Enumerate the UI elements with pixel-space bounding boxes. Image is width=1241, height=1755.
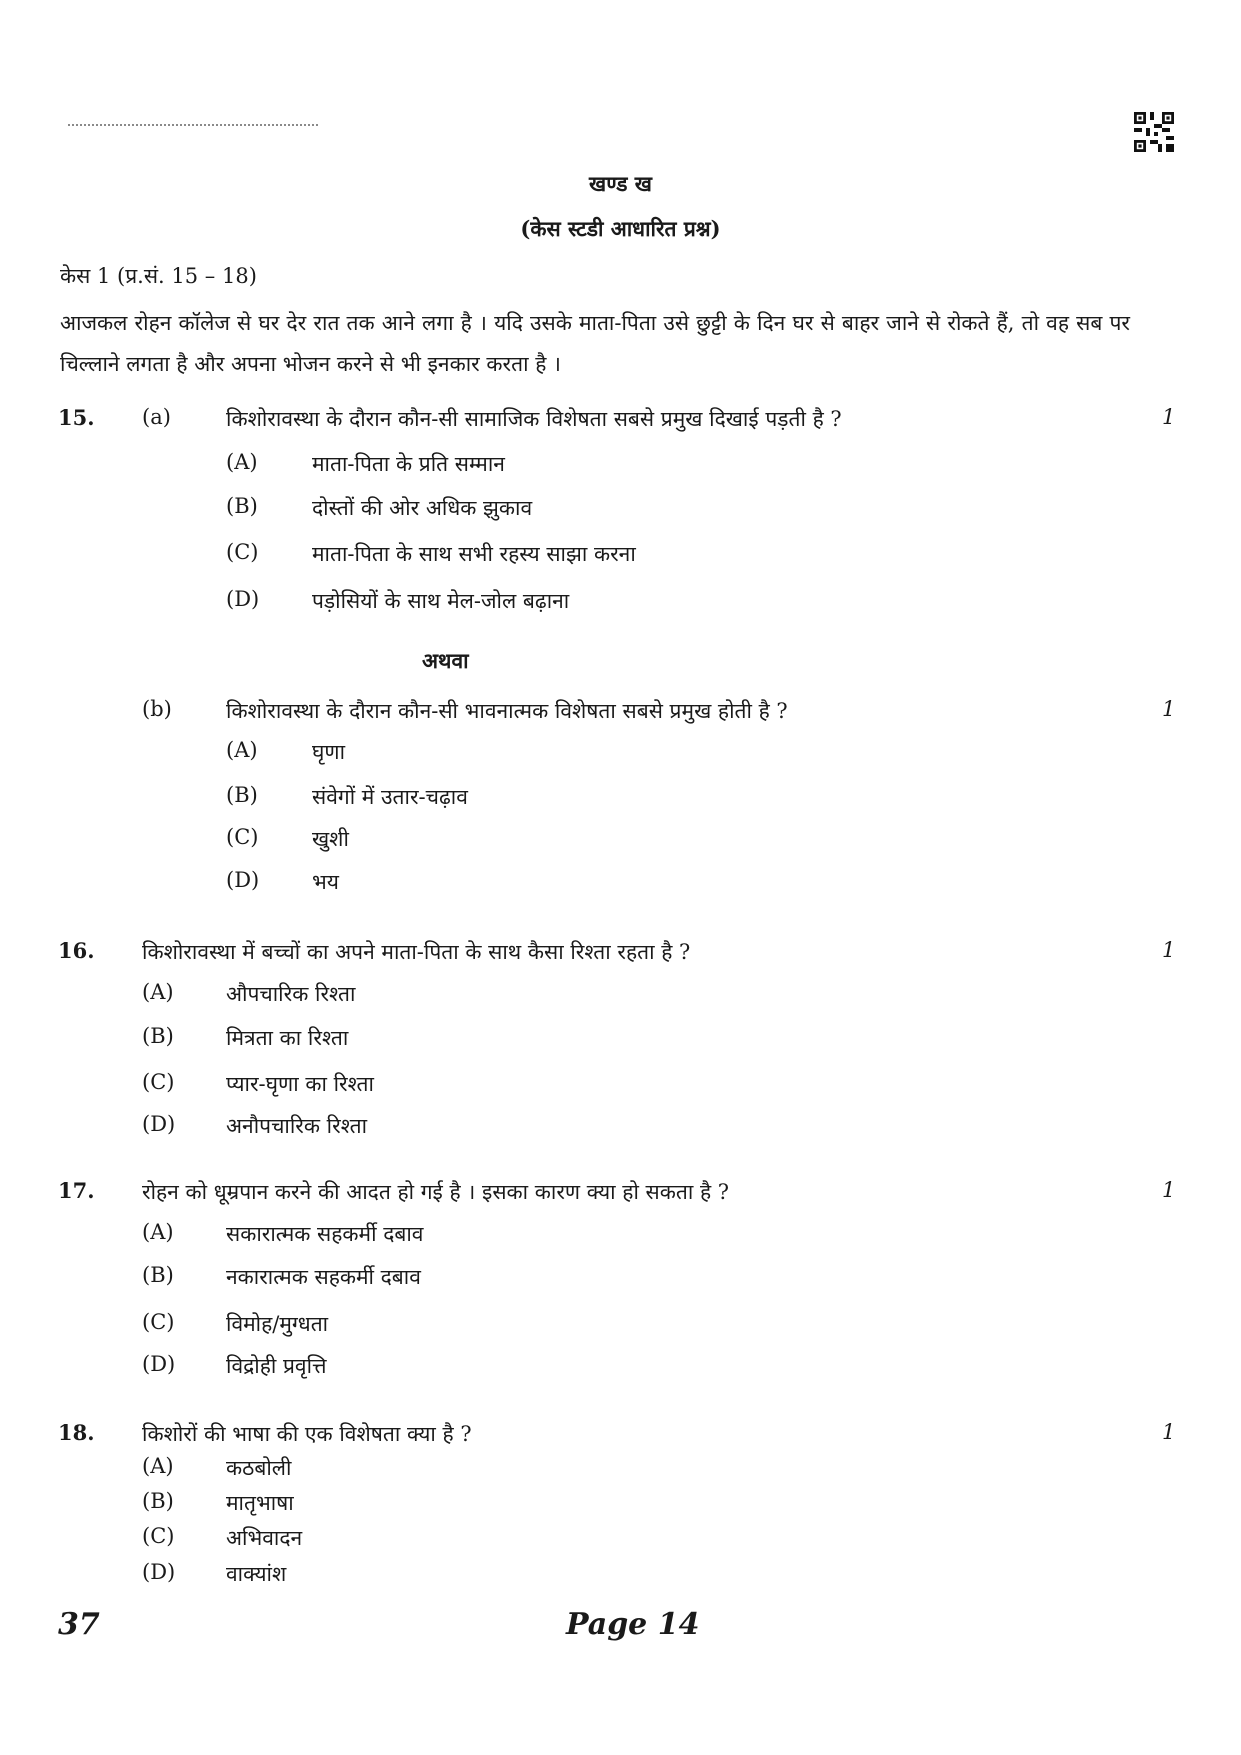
case-passage: आजकल रोहन कॉलेज से घर देर रात तक आने लगा है । यदि उसके माता-पिता उसे छुट्टी के दिन घर से बाहर जाने से रोकते हैं, तो वह सब पर चिल्लाने लगता है और अपना भोजन करने से भी इनकार करता है । <box>60 311 1130 376</box>
option-text: नकारात्मक सहकर्मी दबाव <box>226 1265 421 1289</box>
page-number: Page 14 <box>566 1607 700 1642</box>
qr-code-icon <box>1134 112 1174 152</box>
question-text: किशोरावस्था के दौरान कौन-सी सामाजिक विशेषता सबसे प्रमुख दिखाई पड़ती है ? <box>226 407 842 431</box>
option-text: पड़ोसियों के साथ मेल-जोल बढ़ाना <box>312 589 570 613</box>
section-title: खण्ड ख <box>589 171 652 196</box>
paper-code: 37 <box>58 1607 100 1642</box>
section-subtitle: (केस स्टडी आधारित प्रश्न) <box>520 216 721 241</box>
option-text: माता-पिता के प्रति सम्मान <box>312 452 505 476</box>
marks: 1 <box>1162 1420 1176 1444</box>
option-key: (C) <box>226 825 259 849</box>
option-text: अभिवादन <box>226 1526 303 1550</box>
question-number: 18. <box>58 1420 95 1445</box>
subpart-label: (b) <box>142 697 172 721</box>
option-text: विद्रोही प्रवृत्ति <box>226 1354 327 1378</box>
option-text: औपचारिक रिश्ता <box>226 982 356 1006</box>
option-key: (C) <box>142 1310 175 1334</box>
option-text: सकारात्मक सहकर्मी दबाव <box>226 1222 424 1246</box>
question-number: 16. <box>58 938 95 963</box>
option-key: (C) <box>226 540 259 564</box>
case-label: केस 1 (प्र.सं. 15 – 18) <box>60 264 257 288</box>
option-text: दोस्तों की ओर अधिक झुकाव <box>312 496 533 520</box>
question-text: किशोरावस्था में बच्चों का अपने माता-पिता के साथ कैसा रिश्ता रहता है ? <box>142 940 691 964</box>
question-text: रोहन को धूम्रपान करने की आदत हो गई है । इसका कारण क्या हो सकता है ? <box>142 1180 730 1204</box>
option-key: (D) <box>142 1352 176 1376</box>
option-key: (A) <box>226 738 258 762</box>
marks: 1 <box>1162 938 1176 962</box>
header-dotted-line <box>68 124 318 126</box>
option-text: वाक्यांश <box>226 1562 287 1586</box>
marks: 1 <box>1162 697 1176 721</box>
option-text: विमोह/मुग्धता <box>226 1312 329 1336</box>
question-number: 17. <box>58 1178 95 1203</box>
marks: 1 <box>1162 405 1176 429</box>
option-text: घृणा <box>312 740 346 764</box>
marks: 1 <box>1162 1178 1176 1202</box>
option-key: (A) <box>226 450 258 474</box>
subpart-label: (a) <box>142 405 171 429</box>
option-key: (B) <box>226 494 258 518</box>
option-text: अनौपचारिक रिश्ता <box>226 1114 368 1138</box>
option-key: (B) <box>142 1489 174 1513</box>
option-key: (D) <box>226 868 260 892</box>
option-key: (A) <box>142 980 174 1004</box>
option-key: (B) <box>142 1263 174 1287</box>
question-number: 15. <box>58 405 95 430</box>
option-key: (C) <box>142 1070 175 1094</box>
option-key: (A) <box>142 1220 174 1244</box>
option-key: (C) <box>142 1524 175 1548</box>
option-text: मातृभाषा <box>226 1491 294 1515</box>
option-key: (D) <box>226 587 260 611</box>
option-text: भय <box>312 870 339 894</box>
option-key: (D) <box>142 1112 176 1136</box>
option-key: (B) <box>226 783 258 807</box>
question-text: किशोरावस्था के दौरान कौन-सी भावनात्मक विशेषता सबसे प्रमुख होती है ? <box>226 699 788 723</box>
option-text: संवेगों में उतार-चढ़ाव <box>312 785 468 809</box>
option-text: कठबोली <box>226 1456 292 1480</box>
question-text: किशोरों की भाषा की एक विशेषता क्या है ? <box>142 1422 472 1446</box>
option-text: खुशी <box>312 827 349 851</box>
option-key: (A) <box>142 1454 174 1478</box>
option-text: माता-पिता के साथ सभी रहस्य साझा करना <box>312 542 636 566</box>
option-text: प्यार-घृणा का रिश्ता <box>226 1072 374 1096</box>
option-key: (D) <box>142 1560 176 1584</box>
option-key: (B) <box>142 1024 174 1048</box>
option-text: मित्रता का रिश्ता <box>226 1026 349 1050</box>
or-separator: अथवा <box>422 648 469 673</box>
